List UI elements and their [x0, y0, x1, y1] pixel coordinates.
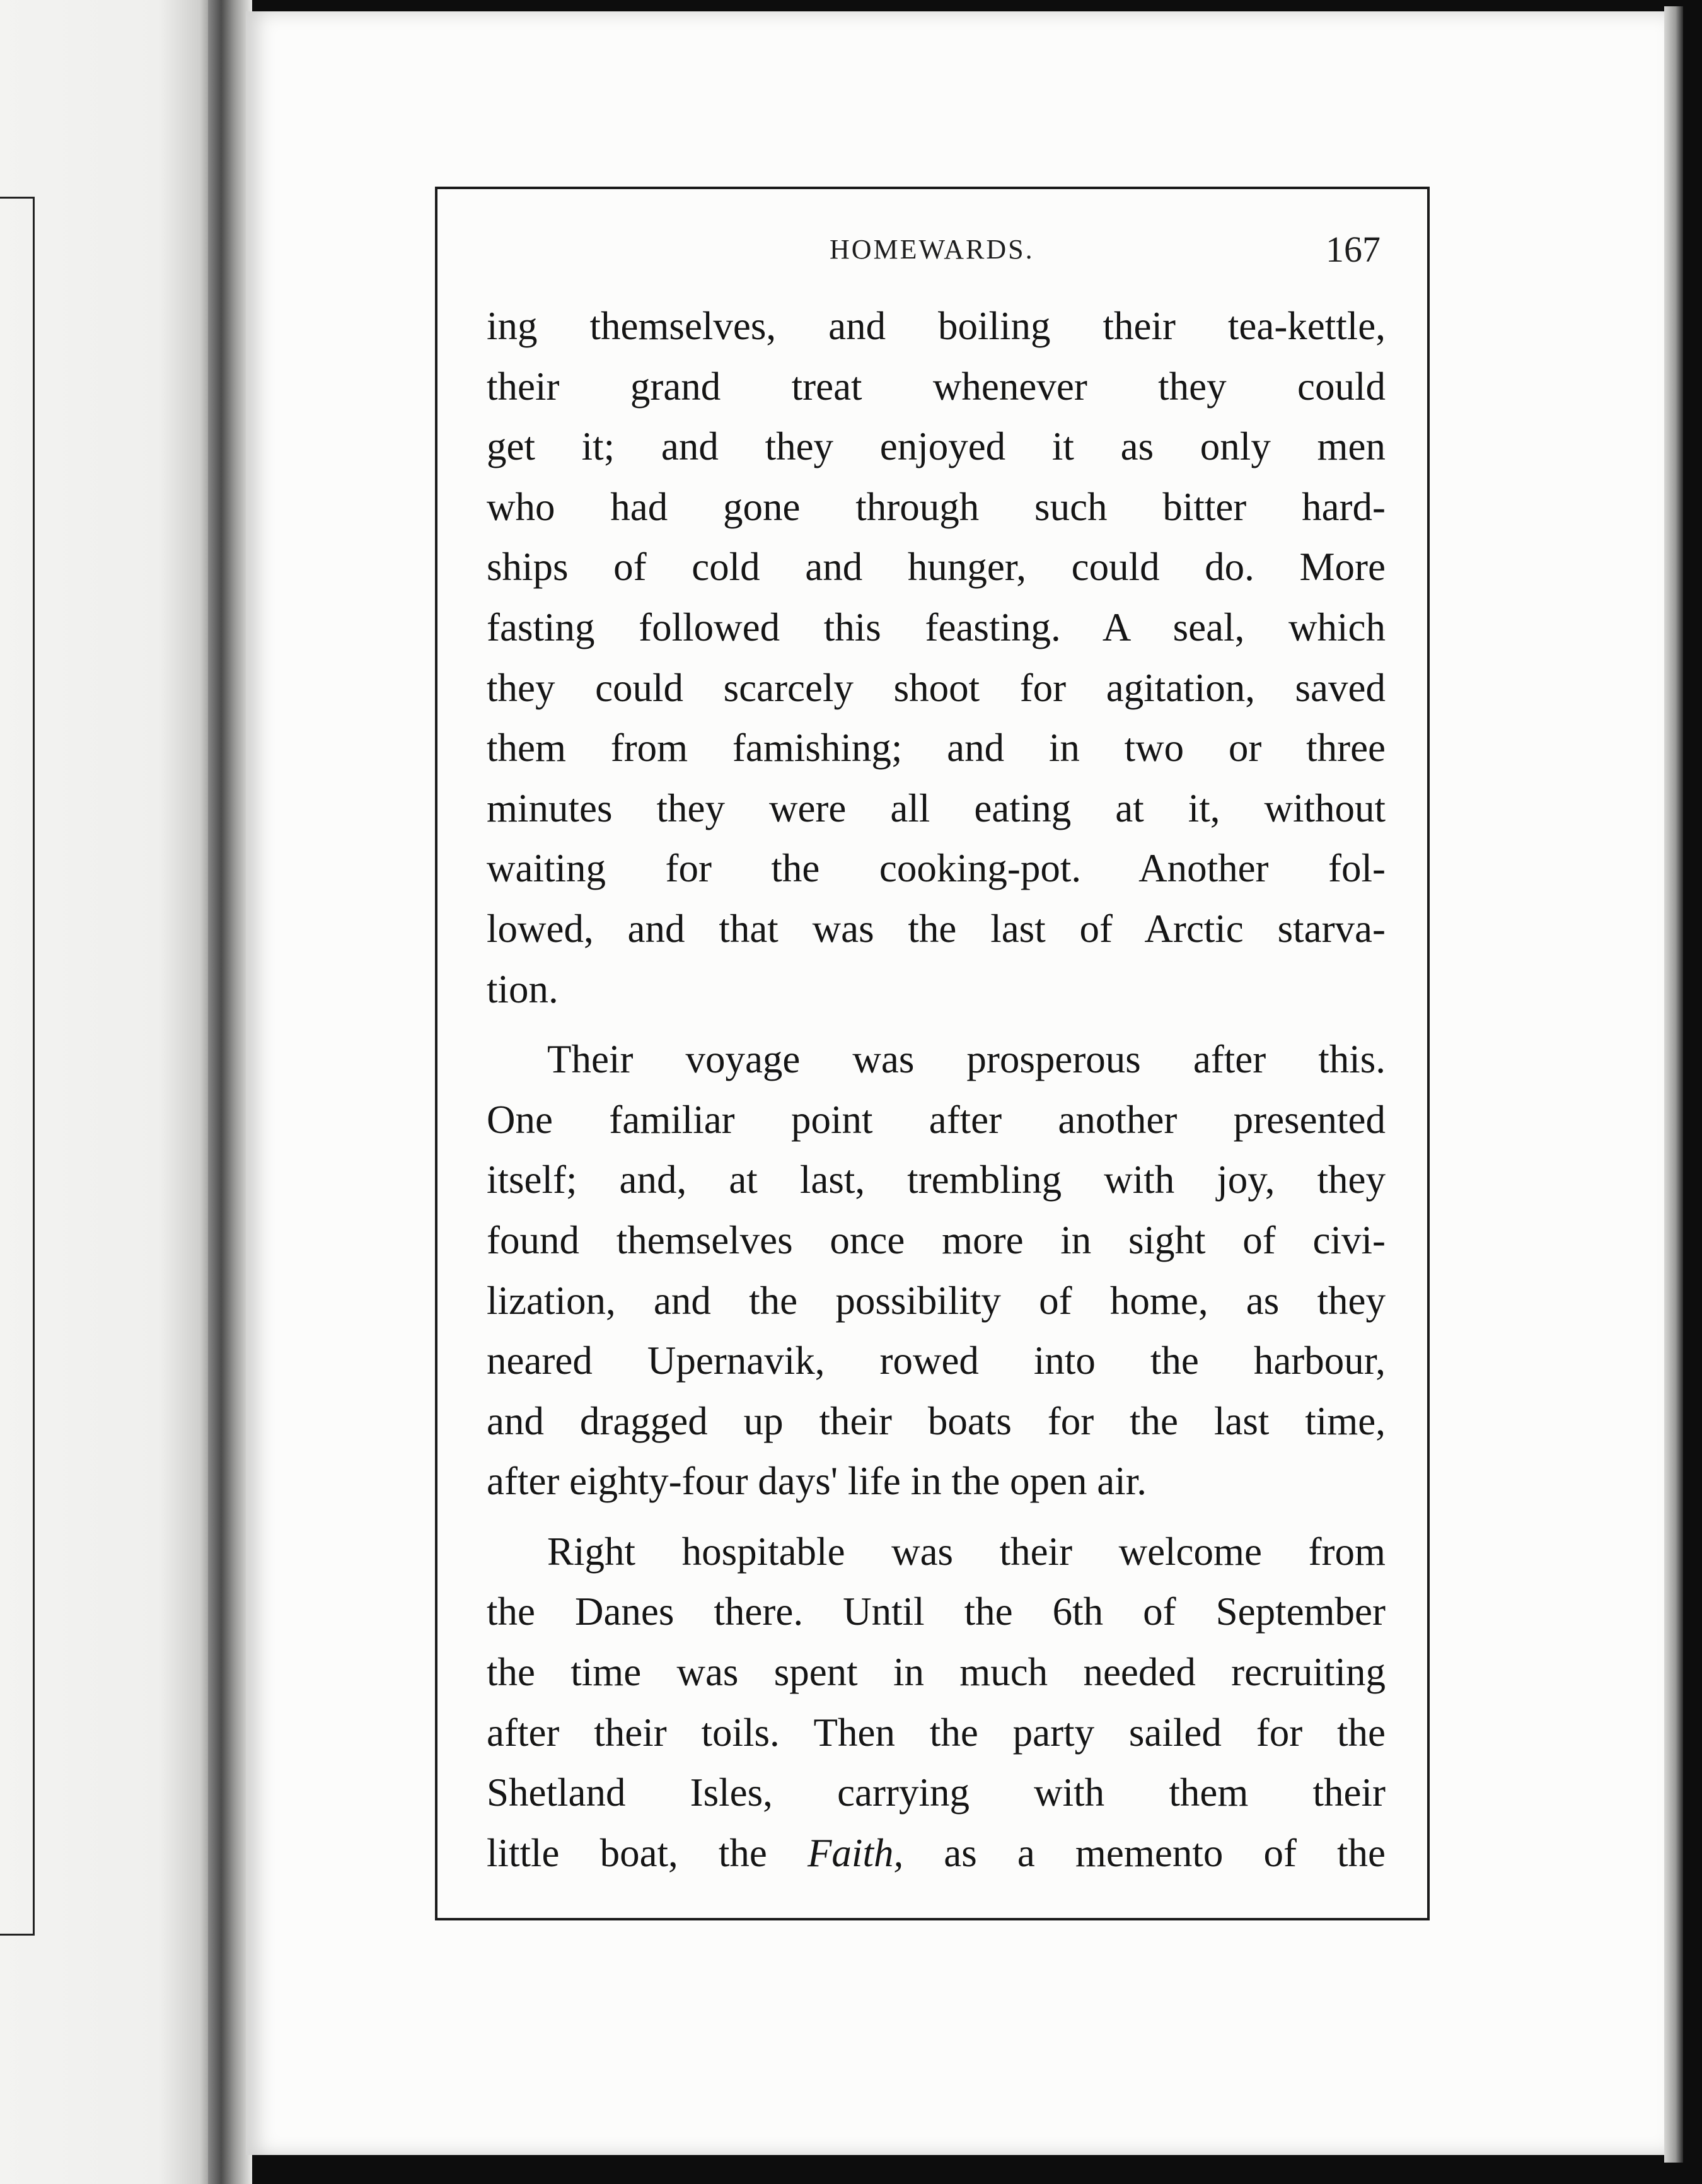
ship-name: Faith, — [807, 1830, 904, 1875]
text-line: lowed, and that was the last of Arctic starva- — [487, 906, 1386, 951]
text-line: the Danes there. Until the 6th of September — [487, 1589, 1386, 1634]
text-line: Shetland Isles, carrying with them their — [487, 1770, 1386, 1815]
text-line: get it; and they enjoyed it as only men — [487, 424, 1386, 469]
text-line: the time was spent in much needed recruiting — [487, 1650, 1386, 1695]
running-head — [485, 228, 1381, 279]
text-line: after their toils. Then the party sailed for the — [487, 1710, 1386, 1755]
text-line: after eighty-four days' life in the open air. — [487, 1459, 1147, 1504]
text-line: One familiar point after another presented — [487, 1097, 1386, 1142]
previous-page-frame — [0, 197, 35, 1936]
text-line: they could scarcely shoot for agitation, saved — [487, 665, 1386, 710]
text-line: ships of cold and hunger, could do. More — [487, 545, 1386, 590]
body-text — [487, 296, 1386, 1893]
paragraph-3 — [487, 1522, 1386, 1884]
text-line: Their voyage was prosperous after this. — [547, 1037, 1386, 1082]
text-line: fasting followed this feasting. A seal, which — [487, 605, 1386, 649]
paragraph-1 — [487, 296, 1386, 1019]
text-line: their grand treat whenever they could — [487, 364, 1386, 409]
text-line: minutes they were all eating at it, without — [487, 786, 1386, 830]
text-line: who had gone through such bitter hard- — [487, 484, 1386, 529]
text-line: itself; and, at last, trembling with joy, they — [487, 1158, 1386, 1202]
text-line: and dragged up their boats for the last time, — [487, 1398, 1386, 1443]
previous-page-edge — [0, 0, 227, 2184]
page-edge-shadow — [1664, 6, 1683, 2163]
text-line: neared Upernavik, rowed into the harbour, — [487, 1339, 1386, 1383]
text-fragment: as a memento of the — [903, 1830, 1386, 1875]
running-title: HOMEWARDS. — [830, 234, 1034, 265]
text-line: waiting for the cooking-pot. Another fol- — [487, 846, 1386, 891]
text-line: ing themselves, and boiling their tea-kettle, — [487, 304, 1386, 348]
text-line-with-ship-name — [487, 1823, 1386, 1884]
text-line: them from famishing; and in two or three — [487, 726, 1386, 770]
paragraph-2 — [487, 1030, 1386, 1512]
page-number: 167 — [1326, 229, 1381, 270]
text-fragment: little boat, the — [487, 1830, 808, 1875]
text-line: lization, and the possibility of home, as they — [487, 1278, 1386, 1323]
text-line: found themselves once more in sight of civi- — [487, 1217, 1386, 1262]
text-line: Right hospitable was their welcome from — [547, 1529, 1386, 1574]
text-line: tion. — [487, 967, 559, 1011]
